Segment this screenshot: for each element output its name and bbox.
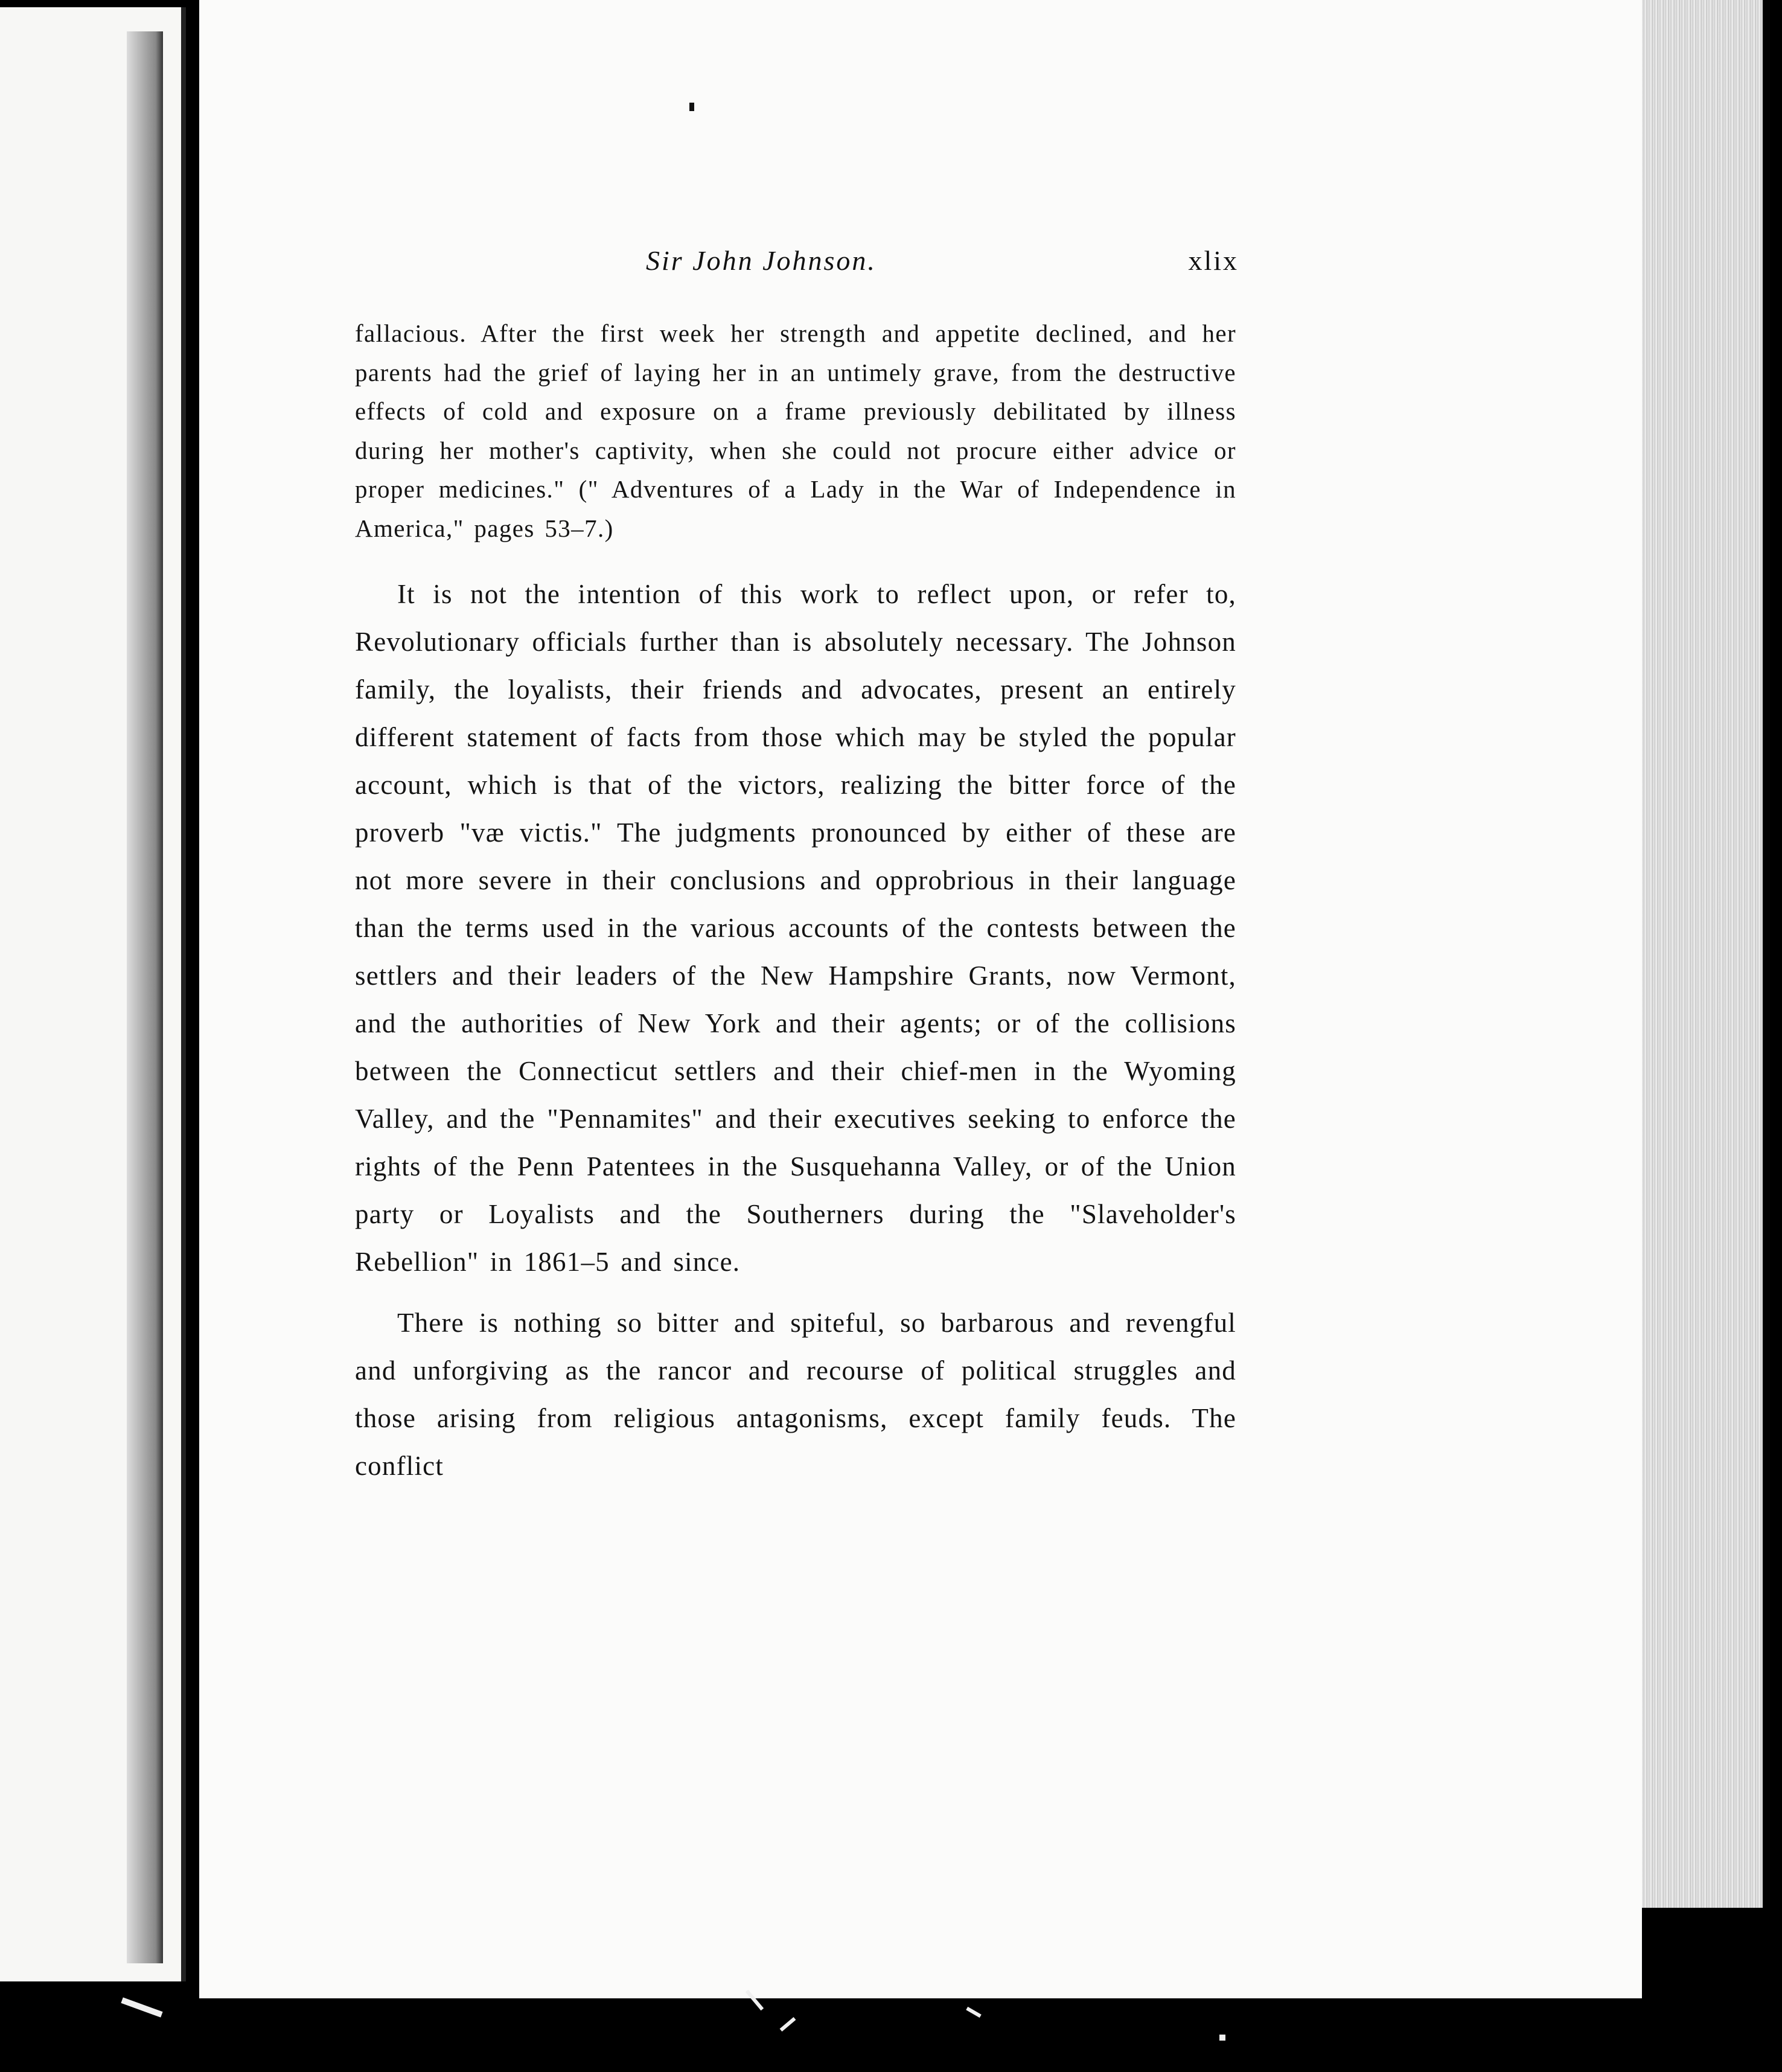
scan-speck [1219,2035,1225,2041]
running-head: Sir John Johnson. [646,245,877,276]
scan-speck [689,103,694,111]
paragraph: fallacious. After the first week her strength and appetite declined, and her parents had the grief of laying her in an untimely grave, from the destructive effects of cold and exposure on a frame previously debilitated by illness during her mother's captivity, when she could not procure either advice or proper medicines." (" Adventures of a Lady in the War of Independence in America," pages 53–7.) [355,319,1236,542]
scan-border [1763,0,1782,2072]
scan-speck [121,1997,162,2017]
page-header [356,245,1238,287]
gutter-shadow [127,31,163,1963]
page-edges [1642,0,1782,1908]
body-text [355,314,1236,1490]
facing-page-edge [0,7,186,1981]
scan-speck [966,2007,982,2018]
scan-speck [780,2017,796,2032]
page-number: xlix [1188,245,1239,276]
paragraph: There is nothing so bitter and spiteful, so barbarous and revengful and unforgiving as the rancor and recourse of political struggles and those arising from religious antagonisms, except family feuds. The conflict [355,1308,1236,1481]
paragraph: It is not the intention of this work to reflect upon, or refer to, Revolutionary officials further than is absolutely necessary. The Johnson family, the loyalists, their friends and advocates, present an entirely different statement of facts from those which may be styled the popular account, which is that of the victors, realizing the bitter force of the proverb "væ victis." The judgments pronounced by either of these are not more severe in their conclusions and opprobrious in their language than the terms used in the various accounts of the contests between the settlers and their leaders of the New Hampshire Grants, now Vermont, and the authorities of New York and their agents; or of the collisions between the Connecticut settlers and their chief-men in the Wyoming Valley, and the "Pennamites" and their executives seeking to enforce the rights of the Penn Patentees in the Susquehanna Valley, or of the Union party or Loyalists and the Southerners during the "Slaveholder's Rebellion" in 1861–5 and since. [355,579,1236,1277]
